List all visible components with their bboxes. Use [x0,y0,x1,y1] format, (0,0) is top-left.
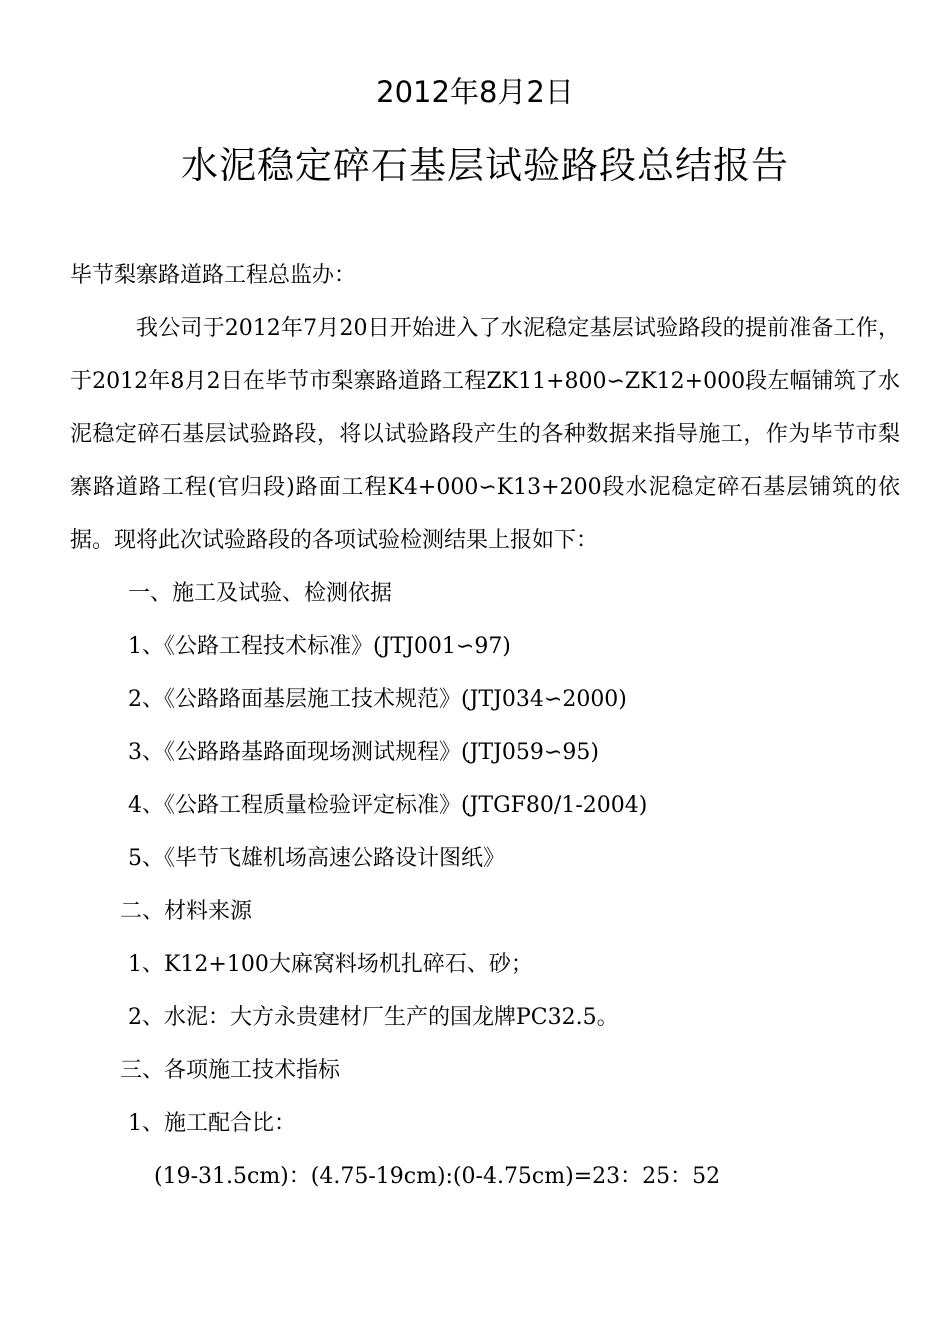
section-1-item: 4、《公路工程质量检验评定标准》(JTGF80/1-2004) [128,793,648,818]
section-3-item: 1、施工配合比： [128,1111,296,1136]
section-1-heading: 一、施工及试验、检测依据 [128,581,393,606]
report-date: 2012年8月2日 [376,75,574,109]
section-2-item: 1、K12+100大麻窝料场机扎碎石、砂； [128,952,533,977]
intro-paragraph: 我公司于2012年7月20日开始进入了水泥稳定基层试验路段的提前准备工作，于2012年8月2日在毕节市梨寨路道路工程ZK11+800∽ZK12+000段左幅铺筑了水泥稳定碎石基层试验路段，将以试验路段产生的各种数据来指导施工，作为毕节市梨寨路道路工程(官归段)路面工程K4+000∽K13+200段水泥稳定碎石基层铺筑的依据。现将此次试验路段的各项试验检测结果上报如下： [70,316,900,553]
section-1-item: 2、《公路路面基层施工技术规范》(JTJ034∽2000) [128,687,627,712]
section-2-heading: 二、材料来源 [120,899,253,924]
report-body [70,249,900,1203]
section-3-heading: 三、各项施工技术指标 [120,1058,341,1083]
mix-ratio: (19-31.5cm)：(4.75-19cm):(0-4.75cm)=23：25：52 [154,1164,721,1189]
report-title: 水泥稳定碎石基层试验路段总结报告 [181,144,789,187]
section-1-item: 1、《公路工程技术标准》(JTJ001∽97) [128,634,511,659]
section-2-item: 2、水泥：大方永贵建材厂生产的国龙牌PC32.5。 [128,1005,619,1030]
section-1-item: 5、《毕节飞雄机场高速公路设计图纸》 [128,846,505,871]
section-1-item: 3、《公路路基路面现场测试规程》(JTJ059∽95) [128,740,599,765]
addressee: 毕节梨寨路道路工程总监办： [70,263,357,288]
